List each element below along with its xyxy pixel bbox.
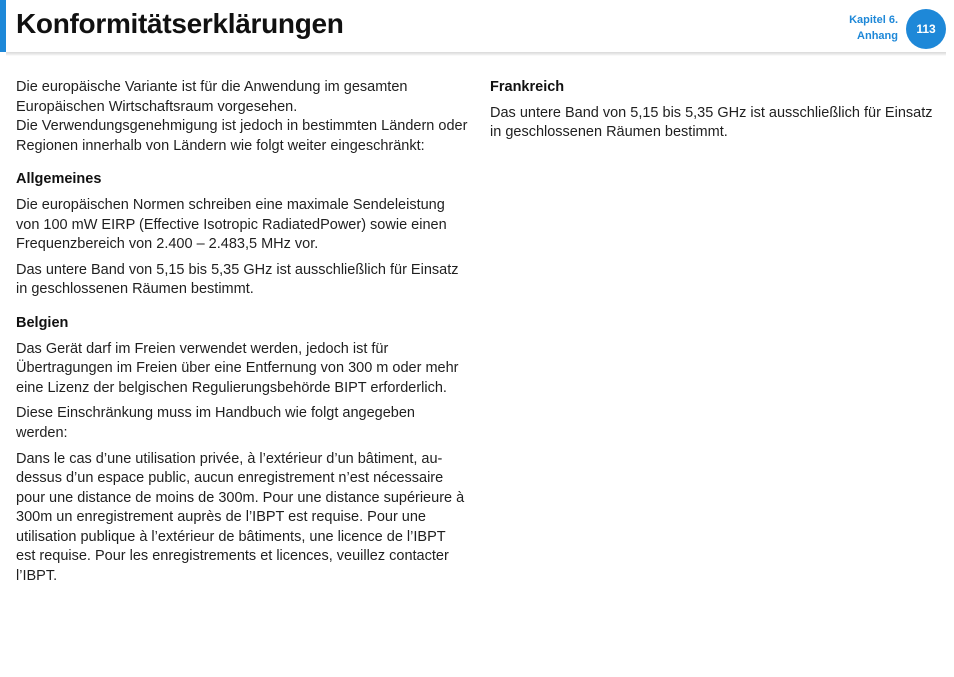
intro-text xyxy=(16,78,468,156)
section-france xyxy=(490,78,942,143)
belgium-paragraph-1: Das Gerät darf im Freien verwendet werden, jedoch ist für Übertragungen im Freien über eine Entfernung von 300 m oder mehr eine Lizenz der belgischen Regulierungsbehörde BIPT erforderlich. xyxy=(16,340,459,396)
general-paragraph-1: Die europäischen Normen schreiben eine maximale Sendeleistung von 100 mW EIRP (Effective Isotropic RadiatedPower) sowie einen Frequenzbereich von 2.400 – 2.483,5 MHz vor. xyxy=(16,196,447,253)
chapter-label xyxy=(849,12,898,44)
belgium-paragraph-3: Dans le cas d’une utilisation privée, à l’extérieur d’un bâtiment, au-dessus d’un espace public, aucun enregistrement n’est nécessaire pour une distance de moins de 300m. Pour une distance supérieure à 300m un enregistrement auprès de l’IBPT est requise. Pour une utilisation publique à l’extérieur de bâtiments, une licence de l’IBPT est requise. Pour les enregistrements et licences, veuillez contacter l’IBPT. xyxy=(16,450,465,585)
chapter-number-label: Kapitel 6. xyxy=(849,14,898,26)
page-title: Konformitätserklärungen xyxy=(16,8,344,39)
general-paragraph-2: Das untere Band von 5,15 bis 5,35 GHz ist ausschließlich für Einsatz in geschlossenen Räumen bestimmt. xyxy=(16,261,459,298)
page-number-badge: 113 xyxy=(906,9,946,49)
section-heading-general: Allgemeines xyxy=(16,171,102,188)
title-divider xyxy=(6,52,946,56)
right-column xyxy=(490,78,942,149)
section-belgium xyxy=(16,314,468,587)
belgium-paragraph-2: Diese Einschränkung muss im Handbuch wie folgt angegeben werden: xyxy=(16,405,415,441)
section-heading-belgium: Belgien xyxy=(16,314,69,331)
france-paragraph-1: Das untere Band von 5,15 bis 5,35 GHz ist ausschließlich für Einsatz in geschlossenen Räumen bestimmt. xyxy=(490,104,933,141)
section-general xyxy=(16,170,468,300)
chapter-name-label: Anhang xyxy=(857,30,898,42)
left-column xyxy=(16,78,468,593)
title-accent-bar xyxy=(0,0,6,52)
section-heading-france: Frankreich xyxy=(490,79,565,95)
intro-paragraph-1: Die europäische Variante ist für die Anwendung im gesamten Europäischen Wirtschaftsraum vorgesehen. xyxy=(16,79,408,115)
intro-paragraph-2: Die Verwendungsgenehmigung ist jedoch in bestimmten Ländern oder Regionen innerhalb von Ländern wie folgt weiter eingeschränkt: xyxy=(16,118,468,154)
